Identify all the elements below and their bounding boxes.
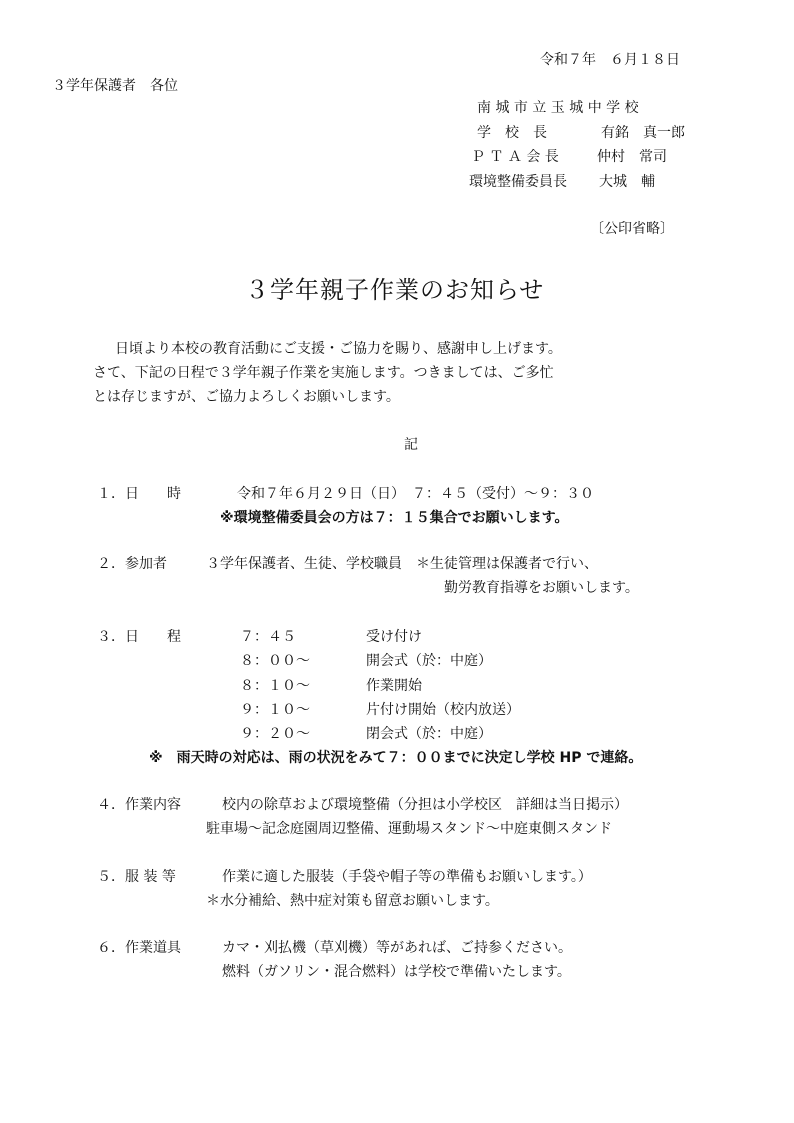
item-participants-value-2: 勤労教育指導をお願いします。 <box>444 580 639 596</box>
item-work-value-2: 駐車場～記念庭園周辺整備、運動場スタンド～中庭東側スタンド <box>206 821 612 837</box>
item-date-value: 令和７年６月２９日（日） ７：４５（受付）～９：３０ <box>237 486 594 502</box>
item-clothing-value: 作業に適した服装（手袋や帽子等の準備もお願いします。） <box>222 869 592 885</box>
schedule-time: ７：４５ <box>240 629 296 645</box>
item-tools-label: ６．作業道具 <box>97 940 181 956</box>
schedule-time: ９：２０～ <box>240 726 310 742</box>
schedule-time: ９：１０～ <box>240 702 310 718</box>
pta-name: 仲村 常司 <box>597 149 667 165</box>
item-clothing-value-2: ＊水分補給、熱中症対策も留意お願いします。 <box>206 893 499 909</box>
item-date-label: １．日 時 <box>97 486 181 502</box>
item-work-value: 校内の除草および環境整備（分担は小学校区 詳細は当日掲示） <box>222 797 628 813</box>
principal-name: 有銘 真一郎 <box>601 125 685 141</box>
schedule-time: ８：００～ <box>240 653 310 669</box>
principal-title: 学 校 長 <box>477 125 547 141</box>
rain-policy-note: ※ 雨天時の対応は、雨の状況をみて７：００までに決定し学校 HP で連絡。 <box>149 750 643 766</box>
schedule-event: 受け付け <box>366 629 422 645</box>
document-date: 令和７年 ６月１８日 <box>540 52 680 68</box>
item-tools-value: カマ・刈払機（草刈機）等があれば、ご持参ください。 <box>222 940 572 956</box>
intro-line-1: 日頃より本校の教育活動にご支援・ご協力を賜り、感謝申し上げます。 <box>101 341 562 357</box>
seal-omitted-note: 〔公印省略〕 <box>590 221 674 237</box>
school-name: 南 城 市 立 玉 城 中 学 校 <box>477 100 639 116</box>
item-tools-value-2: 燃料（ガソリン・混合燃料）は学校で準備いたします。 <box>222 964 571 980</box>
intro-line-3: とは存じますが、ご協力よろしくお願いします。 <box>93 389 400 405</box>
ki-heading: 記 <box>404 437 418 453</box>
item-date-note: ※環境整備委員会の方は７：１５集合でお願いします。 <box>220 510 569 526</box>
item-work-label: ４．作業内容 <box>97 797 181 813</box>
schedule-event: 片付け開始（校内放送） <box>366 702 520 718</box>
document-title: ３学年親子作業のお知らせ <box>245 276 545 304</box>
item-participants-value: ３学年保護者、生徒、学校職員 ＊生徒管理は保護者で行い、 <box>206 556 598 572</box>
addressee: ３学年保護者 各位 <box>52 78 178 94</box>
env-committee-title: 環境整備委員長 <box>469 174 567 190</box>
schedule-event: 作業開始 <box>366 678 422 694</box>
item-schedule-label: ３．日 程 <box>97 629 181 645</box>
item-participants-label: ２．参加者 <box>97 556 167 572</box>
env-committee-name: 大城 輔 <box>599 174 655 190</box>
schedule-time: ８：１０～ <box>240 678 310 694</box>
schedule-event: 開会式（於：中庭） <box>366 653 492 669</box>
schedule-event: 閉会式（於：中庭） <box>366 726 492 742</box>
intro-line-2: さて、下記の日程で３学年親子作業を実施します。つきましては、ご多忙 <box>93 365 554 381</box>
pta-title: Ｐ Ｔ Ａ 会 長 <box>471 149 559 165</box>
item-clothing-label: ５．服 装 等 <box>97 869 176 885</box>
